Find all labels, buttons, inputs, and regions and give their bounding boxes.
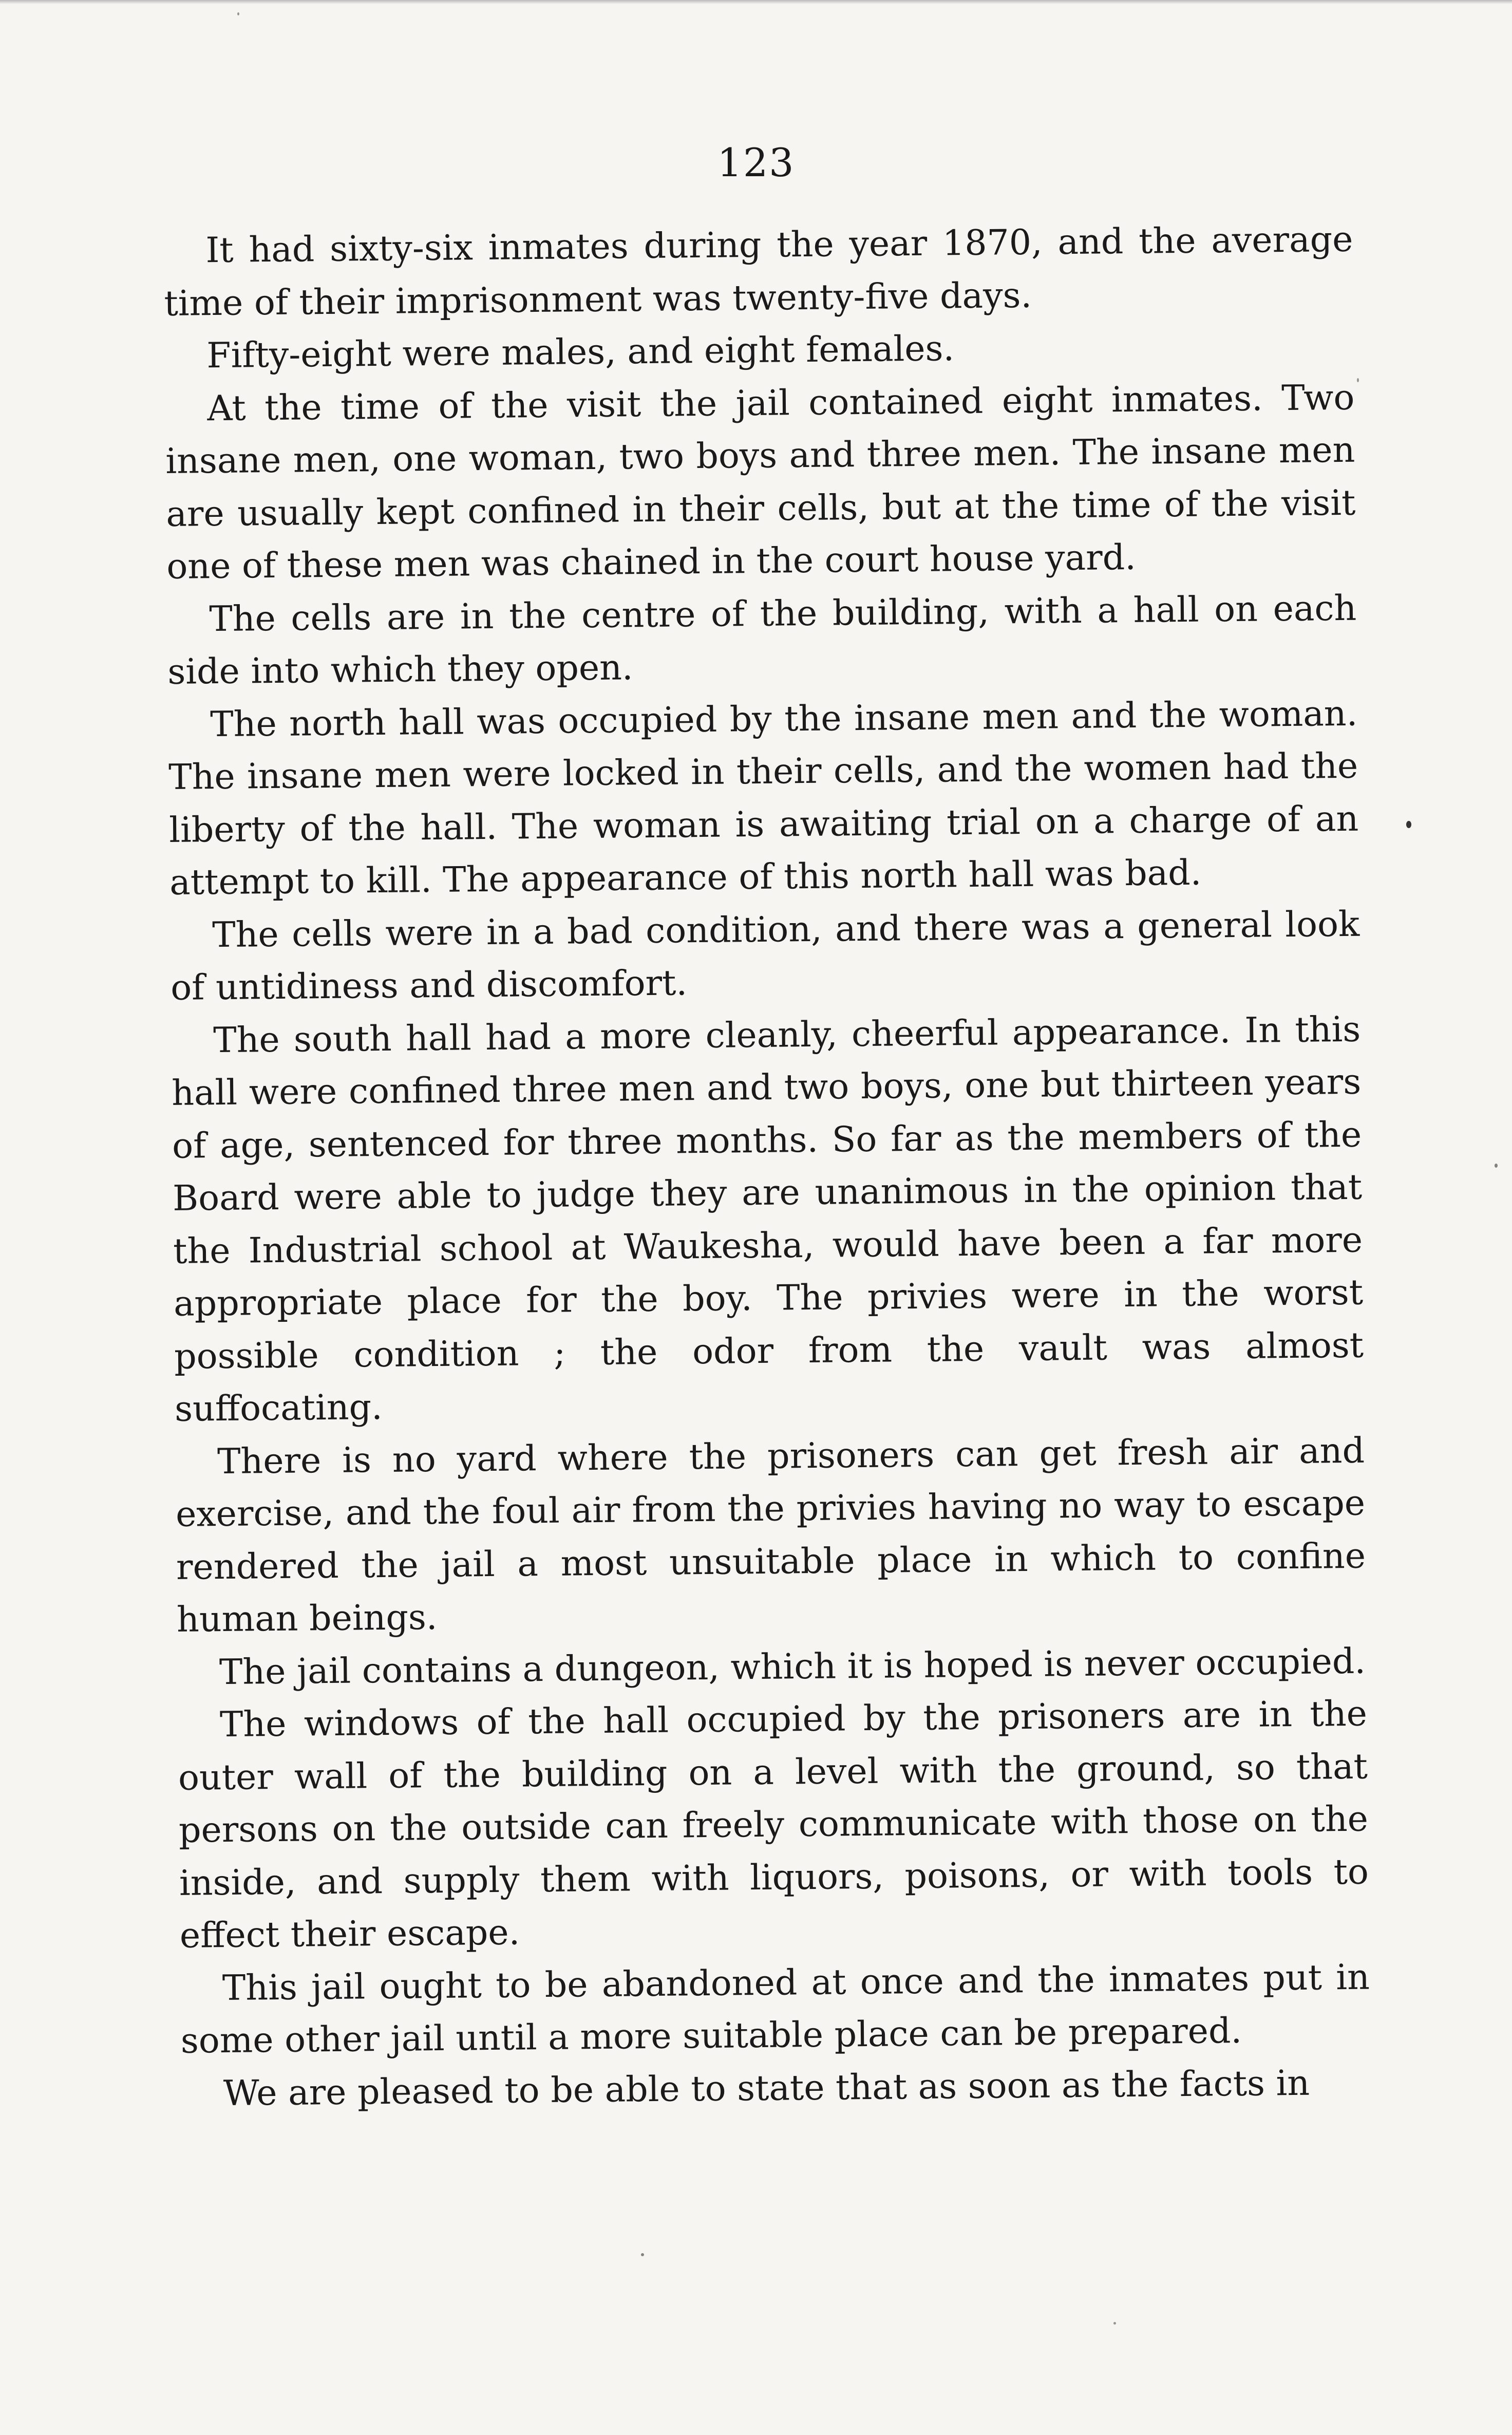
- scan-speck: [1495, 1164, 1498, 1168]
- scan-speck: [1406, 821, 1411, 828]
- scan-speck: [1357, 378, 1359, 382]
- paragraph-abandon-jail: This jail ought to be abandoned at once and the inmates put in some other jail until a more suitable place can be prepared.: [180, 1957, 1370, 2062]
- body-text: [163, 214, 1371, 2121]
- paragraph-inmates-count: It had sixty-six inmates during the year 1870, and the average time of their imprisonment was twenty-five days.: [164, 219, 1353, 324]
- paragraph-north-hall: The north hall was occupied by the insane men and the woman. The insane men were locked in their cells, and the women had the liberty of the hall. The woman is awaiting trial on a charge of an attempt to kill. The appearance of this north hall was bad.: [168, 693, 1359, 903]
- page-number: 123: [717, 140, 795, 185]
- paragraph-windows: The windows of the hall occupied by the prisoners are in the outer wall of the building on a level with the ground, so that persons on the outside can freely communicate with those on the inside, and supply them with liquors, poisons, or with tools to effect their escape.: [178, 1693, 1369, 1956]
- paragraph-no-yard: There is no yard where the prisoners can get fresh air and exercise, and the foul air from the privies having no way to escape rendered the jail a most unsuitable place in which to confine human beings.: [175, 1430, 1366, 1640]
- paragraph-cells-condition: The cells were in a bad condition, and there was a general look of untidiness and discomfort.: [170, 904, 1360, 1008]
- paragraph-visit-inmates: At the time of the visit the jail contained eight inmates. Two insane men, one woman, two boys and three men. The insane men are usually kept confined in their cells, but at the time of the visit one of these men was chained in the court house yard.: [165, 377, 1356, 587]
- paragraph-south-hall: The south hall had a more cleanly, cheerful appearance. In this hall were confined three men and two boys, one but thirteen years of age, sentenced for three months. So far as the members of the Board were able to judge they are unanimous in the opinion that the Industrial school at Waukesha, would have been a far more appropriate place for the boy. The privies were in the worst possible condition ; the odor from the vault was almost suffocating.: [171, 1009, 1364, 1430]
- paragraph-cells-location: The cells are in the centre of the building, with a hall on each side into which they open.: [167, 588, 1357, 692]
- paragraph-dungeon: The jail contains a dungeon, which it is hoped is never occupied.: [219, 1641, 1366, 1693]
- scan-speck: [1113, 2322, 1116, 2325]
- scan-top-edge: [0, 0, 1512, 4]
- scan-speck: [641, 2253, 644, 2256]
- paragraph-males-females: Fifty-eight were males, and eight females.: [206, 328, 955, 377]
- paragraph-continued: We are pleased to be able to state that as soon as the facts in: [223, 2063, 1310, 2114]
- scan-speck: [237, 12, 239, 15]
